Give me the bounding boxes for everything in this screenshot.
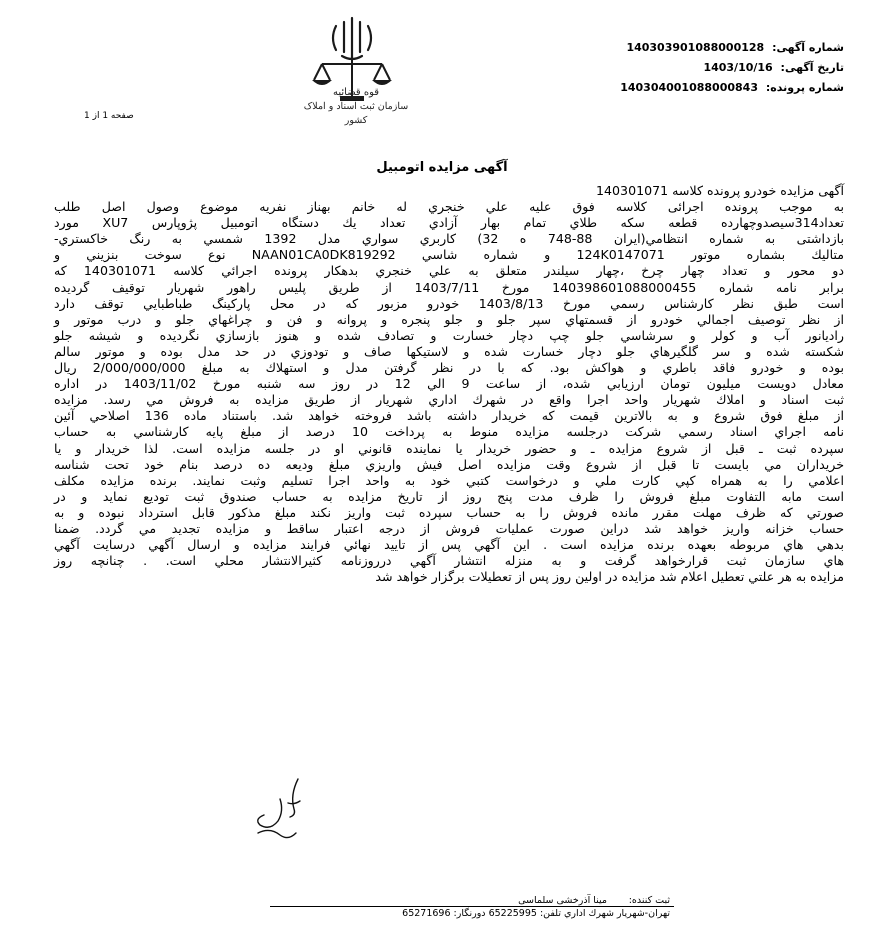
registrar-name: مینا آذرخشی سلماسی [518, 895, 607, 906]
case-number-value: 140304001088000843 [620, 81, 758, 94]
body-line: سپرده ثبت ـ قبل از شروع مزايده ـ و حضور خريدار يا نماينده قانوني او در جلسه مزايده است. لذا خريدار و يا [54, 440, 844, 456]
body-line: متاليك بشماره موتور 124K0147071 و شماره شاسي NAAN01CA0DK819292 نوع سوخت بنزيني و [54, 247, 845, 263]
body-line: دو محور و تعداد چهار چرخ ،چهار سيلندر متعلق به علي خنجري بدهكار پرونده اجرائي كلاسه 140301071 كه [54, 263, 844, 279]
emblem-caption [300, 86, 412, 128]
body-line: معادل دويست ميليون تومان ارزيابي شده، از ساعت 9 الي 12 در روز سه شنبه مورخ 1403/11/02 در اداره [54, 376, 844, 392]
body-line: راديانور آب و كولر و سرشاسي جلو چپ دچار خسارت و تصادف شده و هنوز بازسازي نگرديده و شيشه جلو [54, 327, 844, 343]
document-title: آگهی مزایده اتومبیل [376, 160, 508, 175]
registrar-label: ثبت کننده: [628, 895, 670, 906]
body-line: به موجب پرونده اجرائی کلاسه فوق علیه علي خنجري له خانم بهناز نفريه موضوع وصول اصل طلب [54, 199, 844, 215]
case-number-label: شماره پرونده: [765, 81, 844, 94]
body-line: برابر نامه شماره 140398601088000455 مورخ 1403/7/11 از طريق پليس راهور شهريار توقيف گرديده [54, 279, 844, 295]
body-line: شكسته شده و سر گلگيرهاي جلو دچار خسارت شده و لاستيكها صاف و تودوزي در حد مدل بوده و موتور سالم [54, 343, 844, 359]
body-line: تعداد314سيصدوچهارده قطعه سكه طلاي تمام بهار آزادي تعداد يك دستگاه اتومبيل پژوپارس XU7 مورد [54, 215, 844, 231]
ad-date-label: تاریخ آگهی: [780, 61, 844, 74]
body-line: ثبت اسناد و املاك شهريار واحد اجرا واقع در شهرك اداري شهريار از طريق مزايده به فروش مي رسد. مزايده [54, 392, 844, 408]
body-line: صورتي كه ظرف مهلت مقرر مانده فروش را به حساب سپرده ثبت واريز نكند مبلغ مذكور قابل استرداد نبوده و به [54, 504, 844, 520]
body-line: بوده و خودرو فاقد باطري و هواكش بود. كه با در نظر گرفتن مدل و استهلاك به مبلغ 2/000/000/000 ريال [54, 360, 844, 376]
body-line: از نظر توصيف اجمالي خودرو از قسمتهاي سپر جلو و جلو پنجره و پروانه و فن و چراغهاي جلو و درب موتور و [54, 311, 844, 327]
footer [402, 895, 670, 919]
ad-meta-block [584, 38, 844, 98]
case-number-row [584, 78, 844, 98]
emblem-line-2: سازمان ثبت اسناد و املاک کشور [303, 101, 409, 126]
body-line: اعلامي را به همراه كپي كارت ملي و درخواست كتبي خود به واحد اجرا تسليم وثبت نمايند. برنده مزايده مكلف [54, 472, 844, 488]
body-line: از مبلغ فوق شروع و به بالاترين قيمت كه خريدار داشته باشد فروخته خواهد شد. باستناد ماده 136 اصلاحي آئين [54, 408, 845, 424]
ad-number-value: 140303901088000128 [626, 41, 765, 54]
address-row [402, 908, 670, 919]
body-line: نامه اجراي اسناد رسمي شركت درجلسه مزايده منوط به پرداخت 10 درصد از مبلغ پايه كارشناسي به حساب [54, 424, 844, 440]
body-line: است مابه التفاوت مبلغ فروش را ظرف مدت پنج روز از تاريخ مزايده به حساب صندوق ثبت توديع نمايد و در [54, 488, 844, 504]
body-line: حساب خزانه واريز خواهد شد دراين صورت عمليات فروش از درجه اعتبار ساقط و مزايده تجديد مي گردد. ضمنا [54, 520, 844, 536]
ad-date-value: 1403/10/16 [703, 61, 773, 74]
body-line: است طبق نظر كارشناس رسمي مورخ 1403/8/13 خودرو مزبور كه در محل پاركينگ طباطبايي توقف دارد [54, 295, 844, 311]
auction-body [54, 183, 844, 585]
ad-number-row [584, 38, 844, 58]
address-line: تهران-شهريار شهرك اداري تلفن: 65225995 دورنگار: 65271696 [402, 908, 670, 919]
signature-icon [250, 775, 320, 845]
body-line: بازداشتی به شماره انتظامي(ايران 88-748 ه 32) كاربري سواري مدل 1392 شمسي به رنگ خاكستري- [54, 231, 844, 247]
body-line: آگهی مزایده خودرو پرونده کلاسه 140301071 [596, 183, 844, 198]
body-line: مزايده به هر علتي تعطيل اعلام شد مزايده در اولين روز پس از تعطيلات برگزار خواهد شد [375, 569, 844, 585]
page-number: صفحه 1 از 1 [84, 111, 134, 121]
ad-date-row [584, 58, 844, 78]
emblem-line-1: قوه قضائیه [332, 87, 380, 98]
body-line: خريداران مي بايست تا قبل از شروع وقت مزايده اصل فيش واريزي مبلغ وديعه ده درصد بنام خود تحت شناسه [54, 456, 844, 472]
body-line: بدهي هاي مربوطه بعهده برنده مزايده است . اين آگهي پس از تاييد نهائي فرايند مزايده و ارسال آگهي درسايت آگهي [54, 537, 844, 553]
body-line: هاي سازمان ثبت قرارخواهد گرفت و به منزله انتشار آگهي درروزنامه كثيرالانتشار محلي است. . چنانچه روز [54, 553, 844, 569]
ad-number-label: شماره آگهی: [772, 41, 844, 54]
registrar-row [402, 895, 670, 906]
footer-divider [270, 906, 674, 907]
